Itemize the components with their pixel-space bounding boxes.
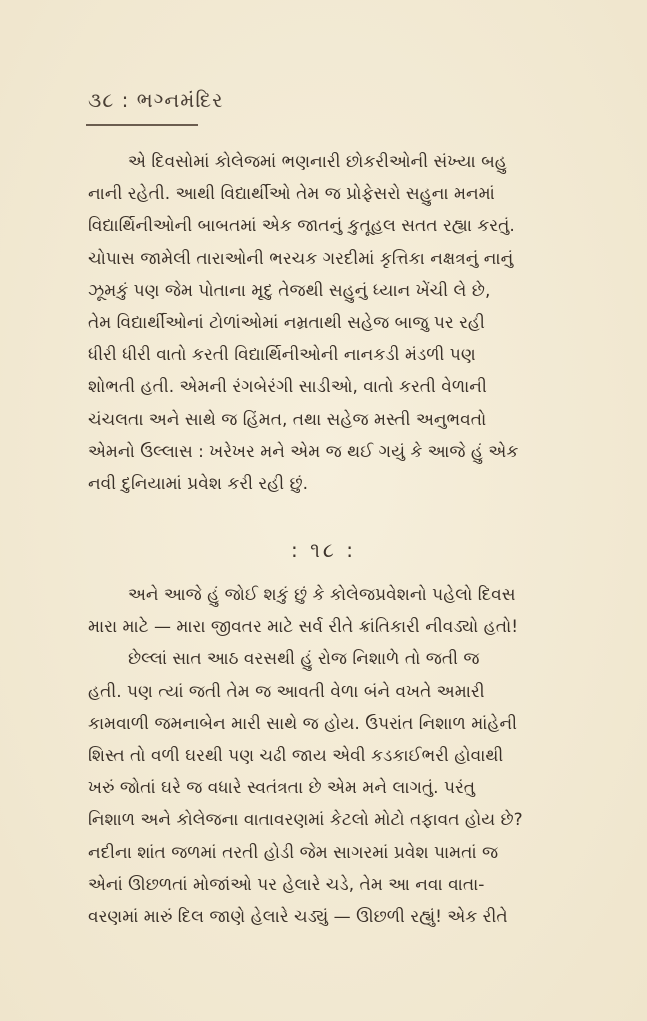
text-line: ચોપાસ જામેલી તારાઓની ભરચક ગરદીમાં કૃત્તિકા નક્ષત્રનું નાનું: [88, 248, 514, 269]
chapter-number: : ૧૮ :: [291, 538, 356, 562]
text-line: નદીના શાંત જળમાં તરતી હોડી જેમ સાગરમાં પ્રવેશ પામતાં જ: [88, 842, 499, 863]
text-line: વરણમાં મારું દિલ જાણે હેલારે ચડ્યું — ઊછળી રહ્યું! એક રીતે: [88, 907, 508, 928]
text-line: ખરું જોતાં ઘરે જ વધારે સ્વતંત્રતા છે એમ મને લાગતું. પરંતુ: [88, 778, 476, 799]
text-line: તેમ વિદ્યાર્થીઓનાં ટોળાંઓમાં નમ્રતાથી સહેજ બાજુ પર રહી: [88, 313, 485, 334]
text-line: હતી. પણ ત્યાં જતી તેમ જ આવતી વેળા બંને વખતે અમારી: [88, 681, 485, 702]
text-line: શિસ્ત તો વળી ઘરથી પણ ચઢી જાય એવી કડકાઈભરી હોવાથી: [88, 746, 504, 767]
text-line: એ દિવસોમાં કોલેજમાં ભણનારી છોકરીઓની સંખ્યા બહુ: [128, 152, 507, 172]
text-line: ધીરી ધીરી વાતો કરતી વિદ્યાર્થિનીઓની નાનકડી મંડળી પણ: [88, 345, 476, 366]
text-line: નિશાળ અને કોલેજના વાતાવરણમાં કેટલો મોટો તફાવત હોય છે?: [88, 810, 523, 831]
header-rule: [86, 124, 198, 126]
text-line: ઝૂમકું પણ જેમ પોતાના મૃદુ તેજથી સહુનું ધ્યાન ખેંચી લે છે,: [88, 280, 491, 301]
text-line: નવી દુનિયામાં પ્રવેશ કરી રહી છું.: [88, 474, 309, 495]
paragraph-1: [88, 146, 568, 500]
paragraph-2: [88, 579, 568, 933]
text-line: નાની રહેતી. આથી વિદ્યાર્થીઓ તેમ જ પ્રોફેસરો સહુના મનમાં: [88, 184, 495, 205]
text-line: ચંચલતા અને સાથે જ હિંમત, તથા સહેજ મસ્તી અનુભવતો: [88, 409, 487, 430]
text-line: અને આજે હું જોઈ શકું છું કે કોલેજપ્રવેશનો પહેલો દિવસ: [128, 585, 516, 605]
running-head: ૩૮ : ભગ્નમંદિર: [88, 88, 224, 112]
text-line: વિદ્યાર્થિનીઓની બાબતમાં એક જાતનું કુતૂહલ સતત રહ્યા કરતું.: [88, 216, 515, 237]
text-line: એનાં ઊછળતાં મોજાંઓ પર હેલારે ચડે, તેમ આ નવા વાતા-: [88, 874, 485, 895]
text-line: કામવાળી જમનાબેન મારી સાથે જ હોય. ઉપરાંત નિશાળ માંહેની: [88, 713, 517, 734]
text-line: છેલ્લાં સાત આઠ વરસથી હું રોજ નિશાળે તો જતી જ: [128, 649, 480, 670]
text-line: શોભતી હતી. એમની રંગબેરંગી સાડીઓ, વાતો કરતી વેળાની: [88, 377, 487, 398]
text-line: એમનો ઉલ્લાસ : ખરેખર મને એમ જ થઈ ગયું કે આજે હું એક: [88, 441, 519, 462]
text-line: મારા માટે — મારા જીવતર માટે સર્વ રીતે ક્રાંતિકારી નીવડ્યો હતો!: [88, 617, 519, 638]
